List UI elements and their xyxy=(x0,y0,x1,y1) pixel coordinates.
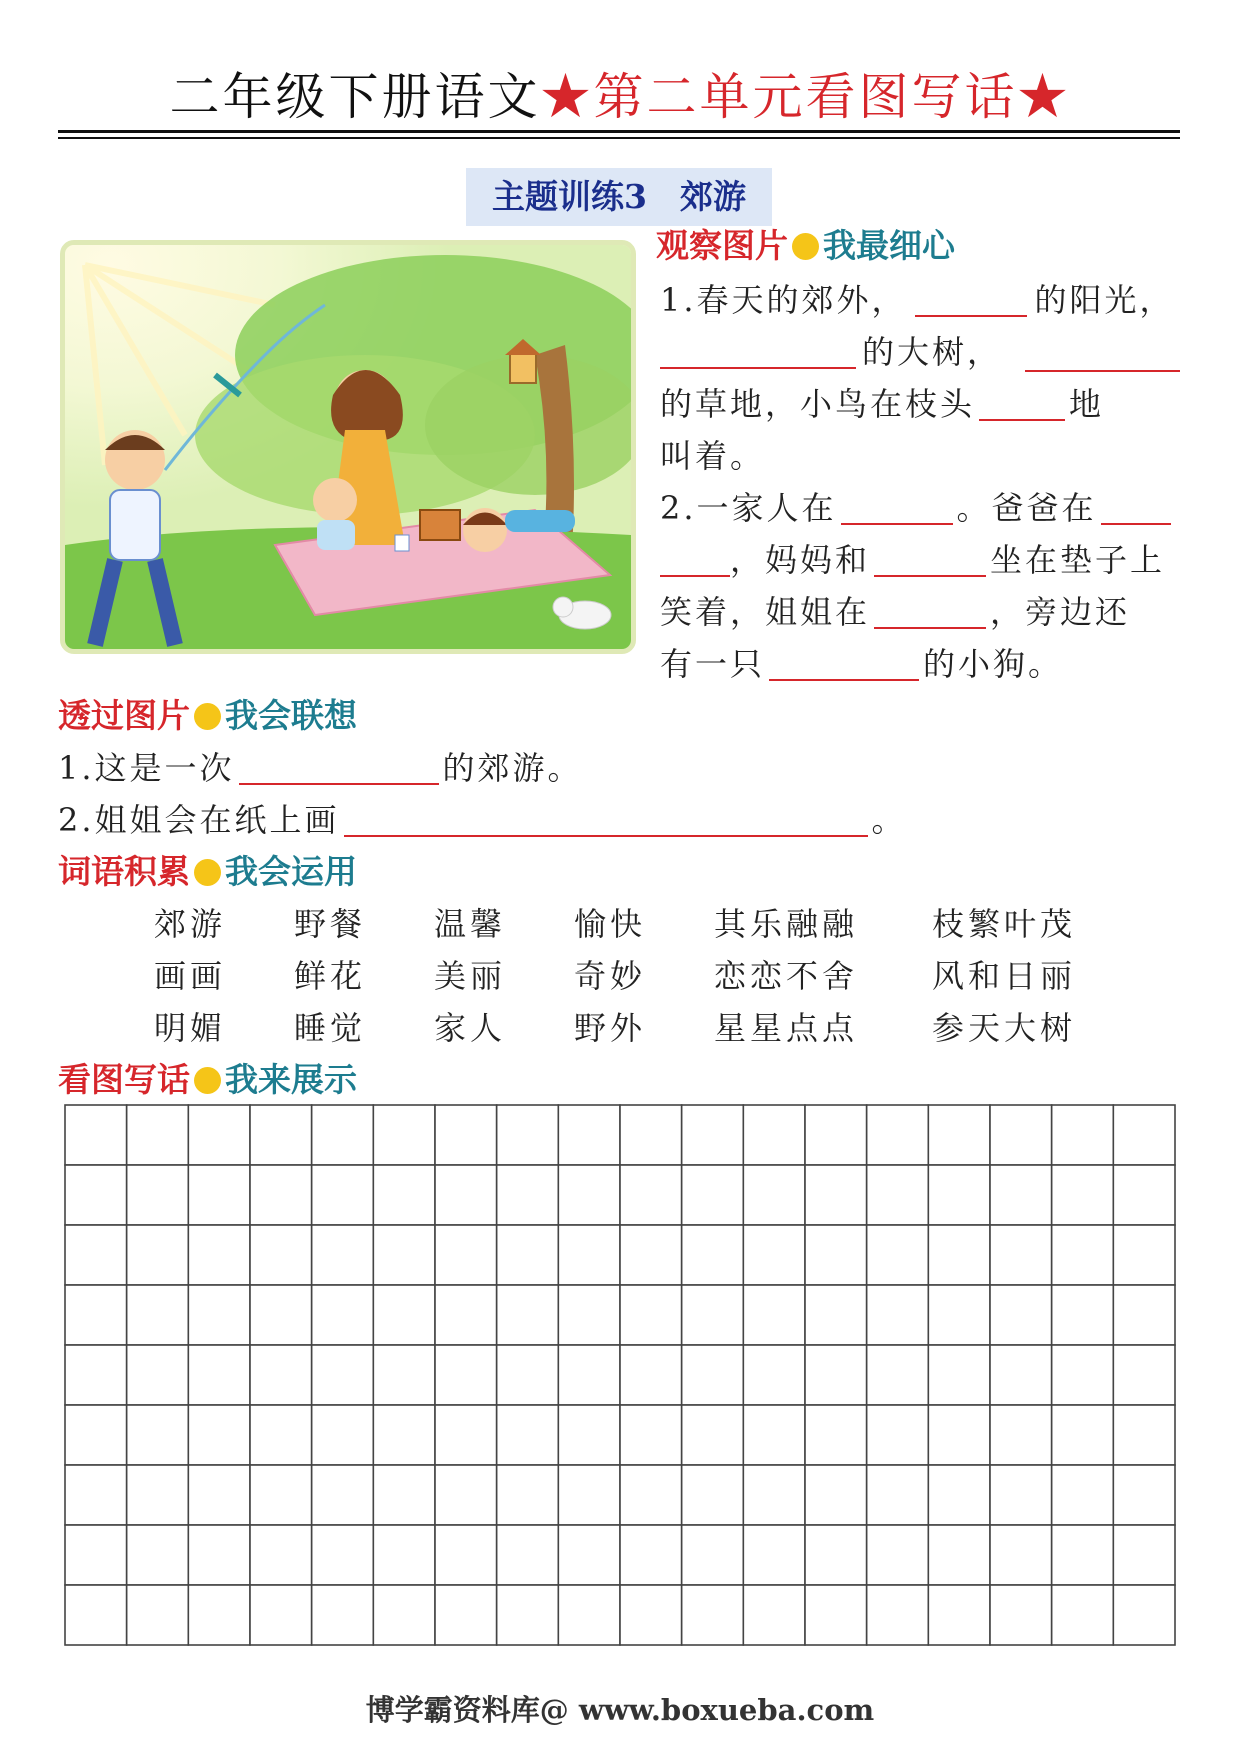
grid-cell[interactable] xyxy=(312,1405,374,1465)
vocab-word: 枝繁叶茂 xyxy=(932,905,1077,943)
grid-cell[interactable] xyxy=(65,1285,127,1345)
grid-cell[interactable] xyxy=(1113,1165,1175,1225)
blank-puppy[interactable] xyxy=(769,643,919,681)
grid-cell[interactable] xyxy=(620,1105,682,1165)
grid-cell[interactable] xyxy=(990,1465,1052,1525)
grid-cell[interactable] xyxy=(250,1405,312,1465)
grid-cell[interactable] xyxy=(990,1105,1052,1165)
grid-cell[interactable] xyxy=(250,1585,312,1645)
grid-cell[interactable] xyxy=(1113,1285,1175,1345)
grid-cell[interactable] xyxy=(127,1345,189,1405)
grid-cell[interactable] xyxy=(558,1225,620,1285)
blank-father-doing-b[interactable] xyxy=(660,539,730,577)
grid-cell[interactable] xyxy=(250,1525,312,1585)
grid-cell[interactable] xyxy=(928,1225,990,1285)
grid-cell[interactable] xyxy=(65,1105,127,1165)
observe-q2-line2: ，妈妈和 坐在垫子上 xyxy=(660,538,1165,582)
vocab-word: 鲜花 xyxy=(294,957,367,995)
grid-cell[interactable] xyxy=(620,1165,682,1225)
grid-cell[interactable] xyxy=(928,1525,990,1585)
imagine-q2: 2.姐姐会在纸上画 。 xyxy=(58,801,907,839)
grid-cell[interactable] xyxy=(1052,1345,1114,1405)
grid-cell[interactable] xyxy=(188,1225,250,1285)
grid-cell[interactable] xyxy=(620,1405,682,1465)
grid-cell[interactable] xyxy=(435,1405,497,1465)
imagine-q1: 1.这是一次 的郊游。 xyxy=(58,749,583,787)
blank-father-doing-a[interactable] xyxy=(1101,487,1171,525)
grid-cell[interactable] xyxy=(127,1165,189,1225)
footer-watermark: 博学霸资料库@ www.boxueba.com xyxy=(365,1693,875,1727)
vocab-word: 野外 xyxy=(574,1009,647,1047)
grid-cell[interactable] xyxy=(373,1345,435,1405)
observe-q2-line4: 有一只 的小狗。 xyxy=(660,645,1064,683)
grid-cell[interactable] xyxy=(743,1285,805,1345)
title-rule-thick xyxy=(58,130,1180,133)
vocab-word: 愉快 xyxy=(574,905,647,943)
grid-cell[interactable] xyxy=(497,1345,559,1405)
grid-cell[interactable] xyxy=(312,1165,374,1225)
grid-cell[interactable] xyxy=(127,1525,189,1585)
grid-cell[interactable] xyxy=(682,1285,744,1345)
grid-cell[interactable] xyxy=(312,1345,374,1405)
grid-cell[interactable] xyxy=(373,1405,435,1465)
grid-cell[interactable] xyxy=(990,1285,1052,1345)
grid-cell[interactable] xyxy=(250,1285,312,1345)
grid-cell[interactable] xyxy=(743,1465,805,1525)
grid-cell[interactable] xyxy=(928,1465,990,1525)
grid-cell[interactable] xyxy=(497,1105,559,1165)
grid-cell[interactable] xyxy=(805,1405,867,1465)
grid-cell[interactable] xyxy=(373,1225,435,1285)
grid-cell[interactable] xyxy=(312,1105,374,1165)
grid-cell[interactable] xyxy=(1052,1105,1114,1165)
vocab-word: 风和日丽 xyxy=(932,957,1077,995)
grid-cell[interactable] xyxy=(743,1165,805,1225)
vocab-word: 其乐融融 xyxy=(714,905,859,943)
grid-cell[interactable] xyxy=(188,1585,250,1645)
grid-cell[interactable] xyxy=(127,1105,189,1165)
grid-cell[interactable] xyxy=(65,1585,127,1645)
writing-grid[interactable] xyxy=(64,1104,1176,1646)
page-title xyxy=(0,62,1240,132)
grid-cell[interactable] xyxy=(805,1105,867,1165)
grid-cell[interactable] xyxy=(743,1405,805,1465)
vocab-word: 郊游 xyxy=(154,905,227,943)
grid-cell[interactable] xyxy=(805,1285,867,1345)
grid-cell[interactable] xyxy=(435,1465,497,1525)
grid-cell[interactable] xyxy=(497,1585,559,1645)
yellow-dot-icon xyxy=(194,859,221,886)
blank-family-doing[interactable] xyxy=(841,487,953,525)
grid-cell[interactable] xyxy=(620,1285,682,1345)
grid-cell[interactable] xyxy=(805,1165,867,1225)
vocab-word: 野餐 xyxy=(294,905,367,943)
yellow-dot-icon xyxy=(194,703,221,730)
grid-cell[interactable] xyxy=(620,1585,682,1645)
vocab-word: 温馨 xyxy=(434,905,507,943)
yellow-dot-icon xyxy=(194,1067,221,1094)
grid-cell[interactable] xyxy=(743,1225,805,1285)
grid-cell[interactable] xyxy=(312,1465,374,1525)
grid-cell[interactable] xyxy=(435,1165,497,1225)
grid-cell[interactable] xyxy=(990,1225,1052,1285)
grid-cell[interactable] xyxy=(497,1525,559,1585)
grid-cell[interactable] xyxy=(867,1285,929,1345)
grid-cell[interactable] xyxy=(928,1405,990,1465)
yellow-dot-icon xyxy=(792,233,819,260)
grid-cell[interactable] xyxy=(743,1585,805,1645)
grid-cell[interactable] xyxy=(805,1465,867,1525)
grid-cell[interactable] xyxy=(188,1105,250,1165)
grid-cell[interactable] xyxy=(620,1345,682,1405)
grid-cell[interactable] xyxy=(1052,1225,1114,1285)
grid-cell[interactable] xyxy=(1113,1405,1175,1465)
grid-cell[interactable] xyxy=(1052,1585,1114,1645)
grid-cell[interactable] xyxy=(127,1465,189,1525)
grid-cell[interactable] xyxy=(990,1405,1052,1465)
observe-heading-red: 观察图片 xyxy=(656,226,788,265)
grid-cell[interactable] xyxy=(188,1465,250,1525)
grid-cell[interactable] xyxy=(497,1225,559,1285)
observe-q2-line3: 笑着，姐姐在 ，旁边还 xyxy=(660,593,1131,631)
star-right-icon: ★ xyxy=(1017,68,1071,126)
grid-cell[interactable] xyxy=(682,1345,744,1405)
vocab-heading: 词语积累 我会运用 xyxy=(58,852,357,891)
vocab-word: 美丽 xyxy=(434,957,507,995)
vocab-word: 睡觉 xyxy=(294,1009,367,1047)
blank-sister-drawing[interactable] xyxy=(344,799,868,837)
grid-cell[interactable] xyxy=(65,1525,127,1585)
grid-cell[interactable] xyxy=(1052,1525,1114,1585)
grid-cell[interactable] xyxy=(250,1345,312,1405)
observe-q1-line4: 叫着。 xyxy=(660,437,766,475)
title-unit: 第二单元看图写话 xyxy=(593,68,1018,126)
grid-cell[interactable] xyxy=(867,1105,929,1165)
observe-q1-line2: 的大树， xyxy=(660,330,1002,374)
title-rule-thin xyxy=(58,137,1180,139)
grid-cell[interactable] xyxy=(312,1585,374,1645)
blank-sister-doing[interactable] xyxy=(874,591,986,629)
grid-cell[interactable] xyxy=(620,1465,682,1525)
grid-cell[interactable] xyxy=(743,1345,805,1405)
grid-cell[interactable] xyxy=(1113,1105,1175,1165)
grid-cell[interactable] xyxy=(558,1525,620,1585)
grid-cell[interactable] xyxy=(805,1525,867,1585)
grid-cell[interactable] xyxy=(1052,1405,1114,1465)
grid-cell[interactable] xyxy=(990,1525,1052,1585)
grid-cell[interactable] xyxy=(127,1405,189,1465)
grid-cell[interactable] xyxy=(312,1525,374,1585)
grid-cell[interactable] xyxy=(558,1585,620,1645)
grid-cell[interactable] xyxy=(867,1465,929,1525)
grid-cell[interactable] xyxy=(805,1585,867,1645)
grid-cell[interactable] xyxy=(682,1225,744,1285)
blank-mother-with[interactable] xyxy=(874,539,986,577)
grid-cell[interactable] xyxy=(867,1225,929,1285)
grid-cell[interactable] xyxy=(743,1525,805,1585)
blank-outing-type[interactable] xyxy=(239,747,439,785)
grid-cell[interactable] xyxy=(435,1585,497,1645)
grid-cell[interactable] xyxy=(188,1285,250,1345)
grid-cell[interactable] xyxy=(990,1165,1052,1225)
vocab-word: 恋恋不舍 xyxy=(714,957,859,995)
grid-cell[interactable] xyxy=(928,1165,990,1225)
grid-cell[interactable] xyxy=(928,1345,990,1405)
grid-cell[interactable] xyxy=(928,1585,990,1645)
grid-cell[interactable] xyxy=(805,1225,867,1285)
grid-cell[interactable] xyxy=(1052,1165,1114,1225)
star-left-icon: ★ xyxy=(540,68,594,126)
grid-cell[interactable] xyxy=(558,1285,620,1345)
grid-cell[interactable] xyxy=(312,1225,374,1285)
vocab-word: 奇妙 xyxy=(574,957,647,995)
observe-heading-blue: 我最细心 xyxy=(823,226,955,265)
observe-q2-line1: 2.一家人在 。爸爸在 xyxy=(660,486,1171,530)
grid-cell[interactable] xyxy=(682,1405,744,1465)
grid-cell[interactable] xyxy=(435,1225,497,1285)
grid-cell[interactable] xyxy=(435,1345,497,1405)
grid-cell[interactable] xyxy=(373,1165,435,1225)
grid-cell[interactable] xyxy=(497,1465,559,1525)
grid-cell[interactable] xyxy=(620,1525,682,1585)
blank-big-tree[interactable] xyxy=(660,331,856,369)
grid-cell[interactable] xyxy=(1052,1465,1114,1525)
grid-cell[interactable] xyxy=(867,1165,929,1225)
grid-cell[interactable] xyxy=(373,1465,435,1525)
family-picnic-illustration-icon xyxy=(65,245,631,649)
grid-cell[interactable] xyxy=(250,1105,312,1165)
grid-cell[interactable] xyxy=(65,1465,127,1525)
grid-cell[interactable] xyxy=(497,1285,559,1345)
grid-cell[interactable] xyxy=(990,1345,1052,1405)
topic-subtitle: 主题训练3 郊游 xyxy=(466,168,772,226)
grid-cell[interactable] xyxy=(558,1345,620,1405)
grid-cell[interactable] xyxy=(558,1405,620,1465)
grid-cell[interactable] xyxy=(373,1585,435,1645)
grid-cell[interactable] xyxy=(682,1165,744,1225)
observe-q1-line1: 1.春天的郊外， 的阳光， xyxy=(660,281,1175,319)
grid-cell[interactable] xyxy=(373,1525,435,1585)
blank-bird-sound[interactable] xyxy=(979,383,1065,421)
grid-cell[interactable] xyxy=(1113,1525,1175,1585)
grid-cell[interactable] xyxy=(867,1405,929,1465)
grid-cell[interactable] xyxy=(65,1345,127,1405)
blank-grass[interactable] xyxy=(1025,370,1180,372)
grid-cell[interactable] xyxy=(188,1345,250,1405)
title-grade: 二年级下册语文 xyxy=(169,68,541,126)
imagine-heading: 透过图片 我会联想 xyxy=(58,696,357,735)
grid-cell[interactable] xyxy=(867,1345,929,1405)
grid-cell[interactable] xyxy=(435,1285,497,1345)
grid-cell[interactable] xyxy=(127,1285,189,1345)
grid-cell[interactable] xyxy=(127,1585,189,1645)
grid-cell[interactable] xyxy=(928,1285,990,1345)
vocab-word: 家人 xyxy=(434,1009,507,1047)
picnic-illustration xyxy=(60,240,636,654)
grid-cell[interactable] xyxy=(1113,1345,1175,1405)
grid-cell[interactable] xyxy=(990,1585,1052,1645)
writing-heading: 看图写话 我来展示 xyxy=(58,1060,357,1099)
grid-cell[interactable] xyxy=(65,1225,127,1285)
grid-cell[interactable] xyxy=(435,1105,497,1165)
grid-cell[interactable] xyxy=(127,1225,189,1285)
vocab-word: 画画 xyxy=(154,957,227,995)
grid-cell[interactable] xyxy=(805,1345,867,1405)
grid-cell[interactable] xyxy=(558,1105,620,1165)
grid-cell[interactable] xyxy=(743,1105,805,1165)
grid-cell[interactable] xyxy=(250,1225,312,1285)
grid-cell[interactable] xyxy=(65,1165,127,1225)
grid-cell[interactable] xyxy=(682,1525,744,1585)
grid-cell[interactable] xyxy=(373,1285,435,1345)
blank-sunlight[interactable] xyxy=(915,279,1027,317)
grid-cell[interactable] xyxy=(1113,1465,1175,1525)
vocab-word: 明媚 xyxy=(154,1009,227,1047)
grid-cell[interactable] xyxy=(682,1585,744,1645)
grid-cell[interactable] xyxy=(558,1465,620,1525)
grid-cell[interactable] xyxy=(558,1165,620,1225)
observe-q1-line3: 的草地，小鸟在枝头 地 xyxy=(660,385,1105,423)
grid-cell[interactable] xyxy=(497,1165,559,1225)
grid-cell[interactable] xyxy=(867,1585,929,1645)
grid-cell[interactable] xyxy=(867,1525,929,1585)
grid-cell[interactable] xyxy=(188,1525,250,1585)
grid-cell[interactable] xyxy=(928,1105,990,1165)
vocab-word: 参天大树 xyxy=(932,1009,1077,1047)
grid-cell[interactable] xyxy=(435,1525,497,1585)
grid-cell[interactable] xyxy=(497,1405,559,1465)
grid-cell[interactable] xyxy=(373,1105,435,1165)
grid-cell[interactable] xyxy=(312,1285,374,1345)
grid-cell[interactable] xyxy=(250,1465,312,1525)
grid-cell[interactable] xyxy=(188,1165,250,1225)
grid-cell[interactable] xyxy=(250,1165,312,1225)
grid-cell[interactable] xyxy=(682,1465,744,1525)
grid-cell[interactable] xyxy=(620,1225,682,1285)
grid-cell[interactable] xyxy=(1113,1225,1175,1285)
vocab-word: 星星点点 xyxy=(714,1009,859,1047)
grid-cell[interactable] xyxy=(1052,1285,1114,1345)
grid-cell[interactable] xyxy=(682,1105,744,1165)
grid-cell[interactable] xyxy=(188,1405,250,1465)
grid-cell[interactable] xyxy=(65,1405,127,1465)
grid-cell[interactable] xyxy=(1113,1585,1175,1645)
observe-heading xyxy=(656,224,955,268)
